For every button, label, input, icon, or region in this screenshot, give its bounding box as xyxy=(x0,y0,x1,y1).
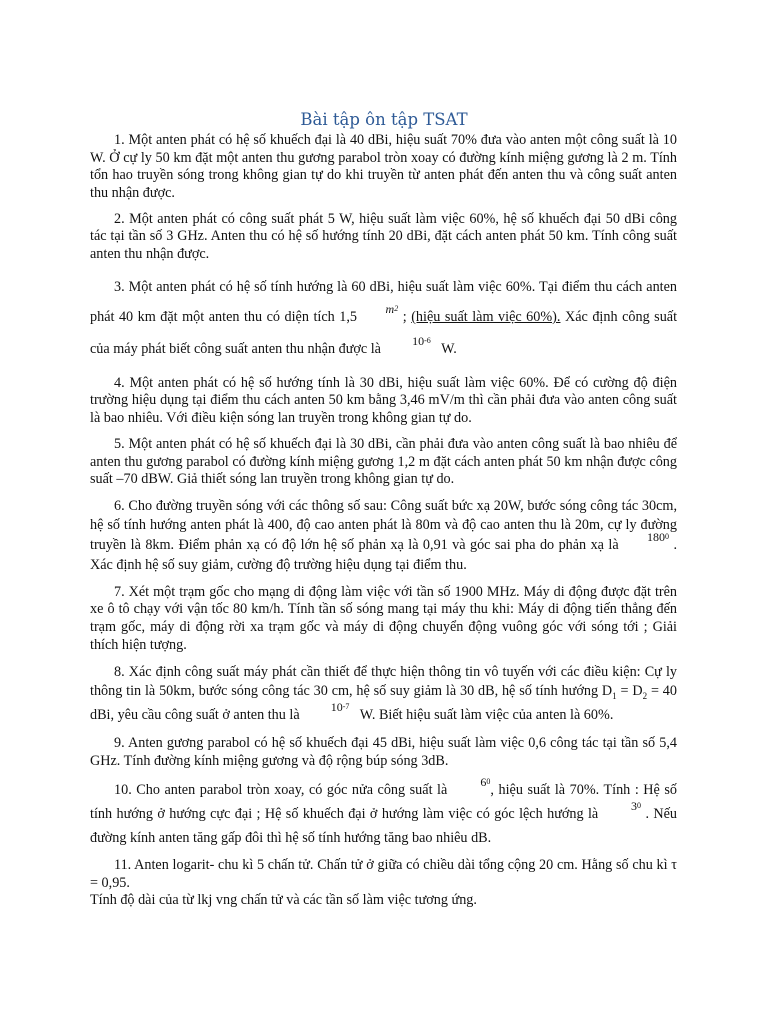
question-7: 7. Xét một trạm gốc cho mạng di động làm việc với tần số 1900 MHz. Máy di động được đặt trên xe ô tô chạy với vận tốc 80 km/h. Tính tần số sóng mang tại máy thu khi: Máy di động tiến thẳng đến trạm gốc, máy di động rời xa trạm gốc và máy di động chuyển động vuông góc với sóng tới ; Giải thích hiện tượng. xyxy=(90,583,677,653)
question-6: 6. Cho đường truyền sóng với các thông số sau: Công suất bức xạ 20W, bước sóng công tác 30cm, hệ số tính hướng anten phát là 400, độ cao anten phát là 80m và độ cao anten thu là 20m, cự ly đường truyền là 8km. Điểm phản xạ có độ lớn hệ số phản xạ là 0,91 và góc sai pha do phản xạ là $180^0$ . Xác định hệ số suy giảm, cường độ trường hiệu dụng tại điểm thu. xyxy=(90,498,678,574)
question-1: 1. Một anten phát có hệ số khuếch đại là 40 dBi, hiệu suất 70% đưa vào anten một công suất là 10 W. Ở cự ly 50 km đặt một anten thu gương parabol tròn xoay có đường kính miệng gương là 2 m. Tính tổn hao truyền sóng trong không gian tự do khi truyền từ anten phát đến anten thu và công suất anten thu nhận được. xyxy=(90,132,677,201)
question-4: 4. Một anten phát có hệ số hướng tính là 30 dBi, hiệu suất làm việc 60%. Để có cường độ điện trường hiệu dụng tại điểm thu cách anten 50 km bằng 3,46 mV/m thì cần phải đưa vào anten công suất là bao nhiêu. Với điều kiện sóng lan truyền trong không gian tự do. xyxy=(90,374,677,426)
question-11-task: Tính độ dài của từ lkj vng chấn tử và các tần số làm việc tương ứng. xyxy=(90,892,477,909)
question-8: 8. Xác định công suất máy phát cần thiết để thực hiện thông tin vô tuyến với các điều kiện: Cự ly thông tin là 50km, bước sóng công tác 30 cm, hệ số suy giảm là 30 dB, hệ số tính hướng $D_1 = D_2 = 40$ dBi, yêu cầu công suất ở anten thu là $10^{-7}$ W. Biết hiệu suất làm việc của anten là 60%. xyxy=(90,663,677,724)
question-10: 10. Cho anten parabol tròn xoay, có góc nửa công suất là $6^0$, hiệu suất là 70%. Tính : Hệ số tính hướng ở hướng cực đại ; Hệ số khuếch đại ở hướng làm việc có góc lệch hướng là $3^0$ . Nếu đường kính anten tăng gấp đôi thì hệ số tính hướng tăng bao nhiêu dB. xyxy=(90,774,678,846)
question-2: 2. Một anten phát có công suất phát 5 W, hiệu suất làm việc 60%, hệ số khuếch đại 50 dBi công tác tại tần số 3 GHz. Anten thu có hệ số hướng tính 20 dBi, đặt cách anten phát 50 km. Tính công suất anten thu nhận được. xyxy=(90,210,677,263)
document-title: Bài tập ôn tập TSAT xyxy=(300,110,468,129)
document-body xyxy=(90,132,677,918)
question-9: 9. Anten gương parabol có hệ số khuếch đại 45 dBi, hiệu suất làm việc 0,6 công tác tại tần số 5,4 GHz. Tính đường kính miệng gương và độ rộng búp sóng 3dB. xyxy=(90,734,677,769)
question-5: 5. Một anten phát có hệ số khuếch đại là 30 dBi, cần phải đưa vào anten công suất là bao nhiêu để anten thu gương parabol có đường kính miệng gương 1,2 m đặt cách anten phát 50 km nhận được công suất –70 dBW. Giả thiết sóng lan truyền trong không gian tự do. xyxy=(90,435,677,488)
underlined-efficiency: (hiệu suất làm việc 60%). xyxy=(411,309,561,326)
question-11: 11. Anten logarit- chu kì 5 chấn tử. Chấn tử ở giữa có chiều dài tổng cộng 20 cm. Hằng số chu kì τ = 0,95. xyxy=(90,857,677,891)
question-3: 3. Một anten phát có hệ số tính hướng là 60 dBi, hiệu suất làm việc 60%. Tại điểm thu cách anten phát 40 km đặt một anten thu có diện tích 1,5 $m^2$ ; (hiệu suất làm việc 60%). Xác định công suất của máy phát biết công suất anten thu nhận được là $10^{-6}$ W. xyxy=(90,279,678,358)
